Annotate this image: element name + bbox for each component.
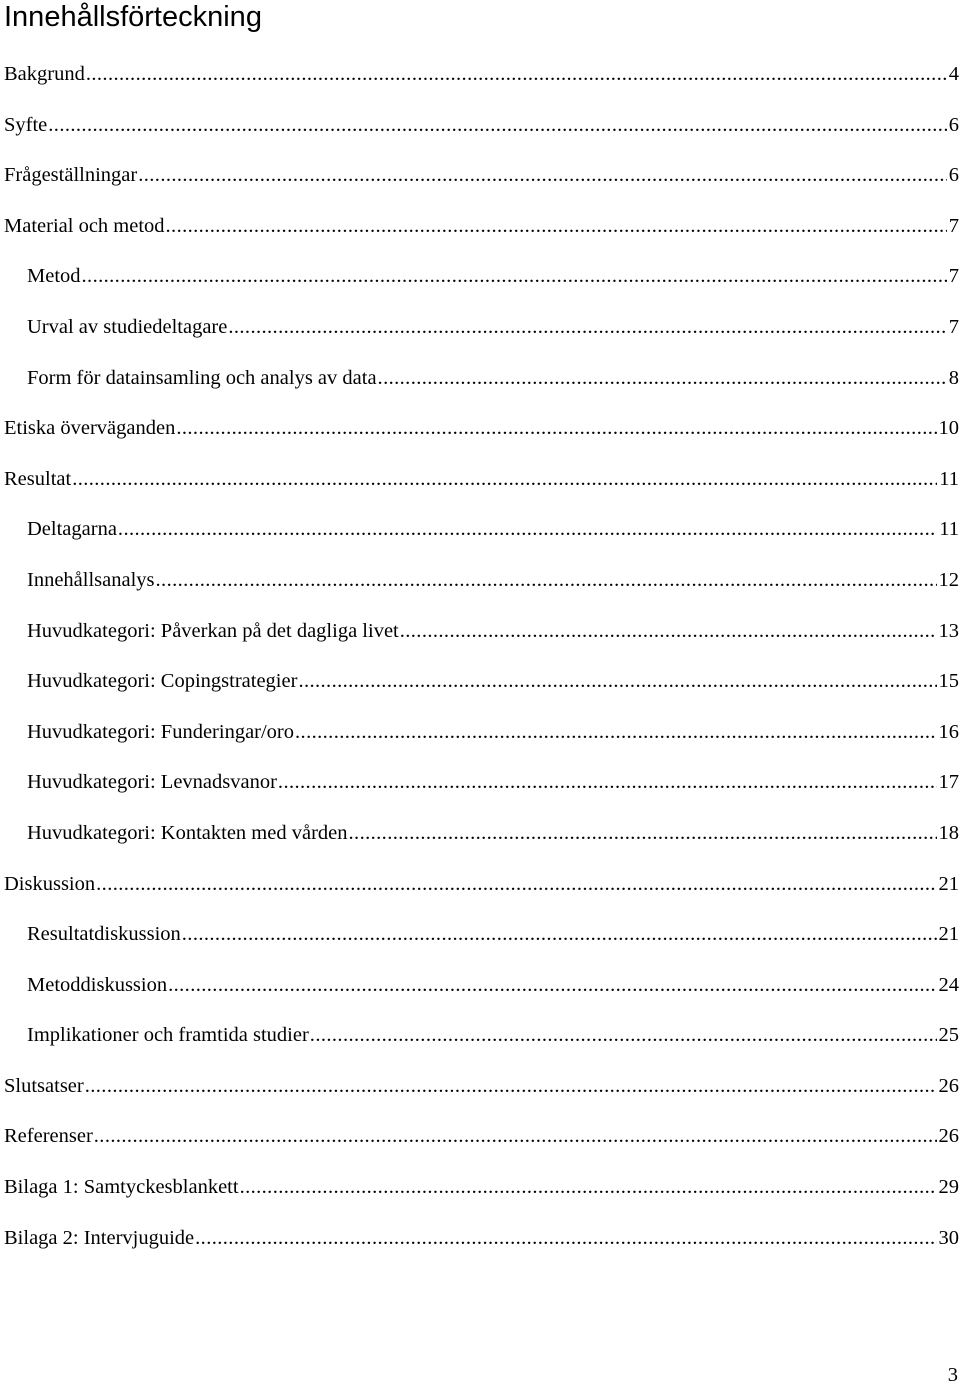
toc-entry-page: 13 [938, 619, 959, 642]
toc-leader-dots [156, 565, 937, 595]
toc-entry-page: 12 [938, 568, 959, 591]
toc-entry-page: 30 [938, 1226, 959, 1249]
toc-entry-page: 25 [938, 1024, 959, 1047]
toc-entry-label: Deltagarna [27, 518, 117, 541]
toc-entry-page: 6 [948, 113, 959, 136]
toc-entry-label: Material och metod [4, 214, 165, 237]
toc-entry-label: Implikationer och framtida studier [27, 1024, 309, 1047]
toc-leader-dots [138, 160, 947, 190]
toc-entry[interactable] [4, 261, 960, 312]
toc-entry-page: 18 [938, 821, 959, 844]
toc-entry-label: Form för datainsamling och analys av data [27, 366, 377, 389]
toc-entry-page: 7 [948, 265, 959, 288]
toc-entry[interactable] [4, 160, 960, 211]
toc-entry-page: 6 [948, 164, 959, 187]
toc-entry-page: 21 [938, 923, 959, 946]
toc-entry-label: Huvudkategori: Funderingar/oro [27, 720, 295, 743]
toc-entry-label: Bilaga 2: Intervjuguide [4, 1226, 195, 1249]
toc-entry[interactable] [4, 464, 960, 515]
toc-entry[interactable] [4, 818, 960, 869]
toc-entry[interactable] [4, 413, 960, 464]
toc-entry[interactable] [4, 110, 960, 161]
toc-entry-label: Huvudkategori: Copingstrategier [27, 670, 298, 693]
toc-entry[interactable] [4, 211, 960, 262]
toc-entry-label: Bakgrund [4, 63, 85, 85]
toc-entry-label: Metod [27, 265, 81, 288]
toc-entry[interactable] [4, 616, 960, 667]
toc-entry-label: Urval av studiedeltagare [27, 315, 228, 338]
toc-leader-dots [228, 312, 946, 342]
toc-entry[interactable] [4, 312, 960, 363]
toc-entry-label: Referenser [4, 1125, 93, 1148]
toc-entry-page: 24 [938, 973, 959, 996]
toc-entry[interactable] [4, 363, 960, 414]
toc-entry[interactable] [4, 1121, 960, 1172]
toc-entry[interactable] [4, 919, 960, 970]
toc-entry-label: Frågeställningar [4, 164, 138, 187]
toc-entry-label: Resultatdiskussion [27, 923, 181, 946]
toc-leader-dots [349, 818, 937, 848]
toc-entry[interactable] [4, 59, 960, 110]
toc-entry-page: 16 [938, 720, 959, 743]
toc-entry-label: Etiska överväganden [4, 417, 176, 440]
toc-entry[interactable] [4, 666, 960, 717]
toc-leader-dots [182, 919, 937, 949]
toc-leader-dots [295, 717, 936, 747]
toc-entry-label: Syfte [4, 113, 48, 136]
toc-entry[interactable] [4, 767, 960, 818]
toc-entry[interactable] [4, 1020, 960, 1071]
toc-entry-page: 8 [948, 366, 959, 389]
toc-leader-dots [176, 413, 936, 443]
page-title: Innehållsförteckning [4, 1, 262, 33]
toc-leader-dots [96, 869, 936, 899]
toc-entry-label: Resultat [4, 467, 72, 490]
toc-entry-label: Diskussion [4, 872, 96, 895]
toc-leader-dots [118, 514, 937, 544]
toc-entry-label: Huvudkategori: Levnadsvanor [27, 771, 277, 794]
table-of-contents [4, 59, 960, 1273]
toc-leader-dots [85, 1071, 937, 1101]
toc-leader-dots [86, 59, 947, 89]
toc-leader-dots [166, 211, 947, 241]
toc-leader-dots [82, 261, 947, 291]
toc-leader-dots [168, 970, 936, 1000]
toc-leader-dots [310, 1020, 937, 1050]
toc-leader-dots [240, 1172, 937, 1202]
toc-entry-page: 17 [938, 771, 959, 794]
toc-entry-page: 7 [948, 214, 959, 237]
toc-entry-page: 21 [938, 872, 959, 895]
toc-leader-dots [298, 666, 936, 696]
toc-entry-page: 10 [938, 417, 959, 440]
toc-entry-page: 4 [948, 63, 959, 85]
toc-entry-page: 11 [939, 467, 959, 490]
toc-entry-label: Metoddiskussion [27, 973, 168, 996]
toc-entry[interactable] [4, 514, 960, 565]
toc-entry-page: 11 [939, 518, 959, 541]
toc-leader-dots [400, 616, 937, 646]
toc-entry-page: 26 [938, 1074, 959, 1097]
toc-entry-page: 15 [938, 670, 959, 693]
toc-entry[interactable] [4, 970, 960, 1021]
toc-entry[interactable] [4, 1223, 960, 1274]
toc-entry[interactable] [4, 1172, 960, 1223]
toc-entry[interactable] [4, 717, 960, 768]
toc-entry-label: Huvudkategori: Påverkan på det dagliga livet [27, 619, 399, 642]
toc-leader-dots [378, 363, 947, 393]
toc-leader-dots [195, 1223, 936, 1253]
toc-entry[interactable] [4, 1071, 960, 1122]
toc-entry[interactable] [4, 565, 960, 616]
toc-entry-page: 26 [938, 1125, 959, 1148]
page-number: 3 [947, 1364, 958, 1386]
toc-entry-label: Bilaga 1: Samtyckesblankett [4, 1176, 239, 1199]
toc-entry-label: Huvudkategori: Kontakten med vården [27, 821, 348, 844]
toc-leader-dots [72, 464, 937, 494]
toc-entry-page: 29 [938, 1176, 959, 1199]
toc-leader-dots [48, 110, 946, 140]
toc-entry[interactable] [4, 869, 960, 920]
toc-leader-dots [278, 767, 937, 797]
toc-entry-page: 7 [948, 315, 959, 338]
toc-leader-dots [94, 1121, 937, 1151]
toc-entry-label: Innehållsanalys [27, 568, 155, 591]
toc-entry-label: Slutsatser [4, 1074, 84, 1097]
